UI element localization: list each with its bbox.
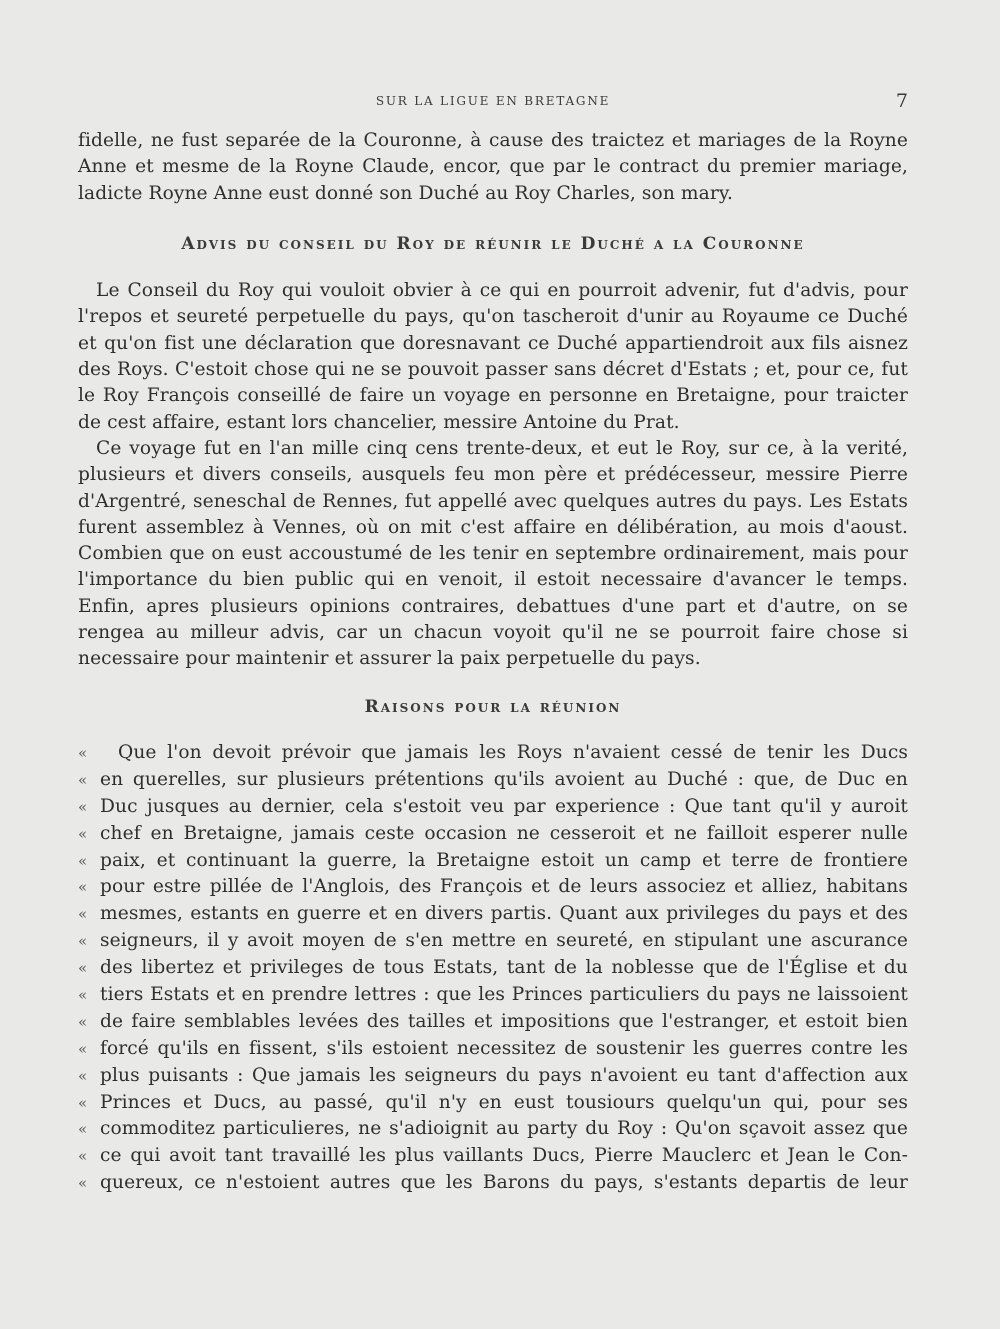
quote-text: Duc jusques au dernier, cela s'estoit veu par experience : Que tant qu'il y auroit <box>100 795 908 817</box>
quote-line <box>78 955 908 982</box>
quote-text: Princes et Ducs, au passé, qu'il n'y en eust tousiours quelqu'un qui, pour ses <box>100 1091 908 1113</box>
quote-text: des libertez et privileges de tous Estats, tant de la noblesse que de l'Église et du <box>100 957 908 979</box>
quote-text: pour estre pillée de l'Anglois, des François et de leurs associez et alliez, habitans <box>100 876 908 898</box>
quote-mark: « <box>78 797 88 816</box>
quote-mark: « <box>78 1120 88 1139</box>
quote-mark: « <box>78 985 88 1004</box>
quote-mark: « <box>78 1093 88 1112</box>
quote-line <box>78 1170 908 1197</box>
running-title: SUR LA LIGUE EN BRETAGNE <box>375 94 611 108</box>
quote-text: de faire semblables levées des tailles et impositions que l'estranger, et estoit bien <box>100 1010 908 1032</box>
quote-text: commoditez particulieres, ne s'adioignit au party du Roy : Qu'on sçavoit assez que <box>100 1118 908 1140</box>
quote-line <box>78 874 908 901</box>
quote-mark: « <box>78 851 88 870</box>
quote-text: seigneurs, il y avoit moyen de s'en mettre en seureté, en stipulant une ascurance <box>100 930 908 952</box>
quote-line <box>78 740 908 767</box>
paragraph-conseil: Le Conseil du Roy qui vouloit obvier à ce qui en pourroit advenir, fut d'advis, pour l'repos et seureté perpetuelle du pays, qu'on tascheroit d'unir au Royaume ce Duché et qu'on fist une déclaration que doresnavant ce Duché appartiendroit aux fils aisnez des Roys. C'estoit chose qui ne se pouvoit passer sans décret d'Estats ; et, pour ce, fut le Roy François conseillé de faire un voyage en personne en Bretaigne, pour traicter de cest affaire, estant lors chancelier, messire Antoine du Prat. <box>78 280 908 433</box>
quote-text: chef en Bretaigne, jamais ceste occasion ne cesseroit et ne failloit esperer nulle <box>100 822 908 844</box>
quote-line <box>78 1036 908 1063</box>
quote-line <box>78 901 908 928</box>
quote-text: en querelles, sur plusieurs prétentions qu'ils avoient au Duché : que, de Duc en <box>100 768 908 790</box>
quote-text: ce qui avoit tant travaillé les plus vaillants Ducs, Pierre Mauclerc et Jean le Con- <box>100 1145 908 1167</box>
quote-line <box>78 1063 908 1090</box>
section-title-advis: Advis du conseil du Roy de réunir le Duché a la Couronne <box>181 233 805 254</box>
quote-line <box>78 982 908 1009</box>
section-title-raisons: Raisons pour la réunion <box>364 696 622 717</box>
quote-mark: « <box>78 1039 88 1058</box>
body-text <box>78 128 908 1197</box>
running-head <box>78 90 908 114</box>
quote-mark: « <box>78 770 88 789</box>
quote-text: plus puisants : Que jamais les seigneurs du pays n'avoient eu tant d'affection aux <box>100 1064 908 1086</box>
quote-mark: « <box>78 1066 88 1085</box>
quote-text: mesmes, estants en guerre et en divers partis. Quant aux privileges du pays et des <box>100 903 908 925</box>
quote-mark: « <box>78 1012 88 1031</box>
quotation-block <box>78 740 908 1197</box>
quote-line <box>78 1009 908 1036</box>
quote-mark: « <box>78 1174 88 1193</box>
quote-text: forcé qu'ils en fissent, s'ils estoient necessitez de soustenir les guerres contre les <box>100 1037 908 1059</box>
paragraph-voyage: Ce voyage fut en l'an mille cinq cens trente-deux, et eut le Roy, sur ce, à la verité, plusieurs et divers conseils, ausquels feu mon père et prédécesseur, messire Pierre d'Argentré, seneschal de Rennes, fut appellé avec quelques autres du pays. Les Estats furent assemblez à Vennes, où on mit c'est affaire en délibération, au mois d'aoust. Combien que on eust accoustumé de les tenir en septembre ordinairement, mais pour l'importance du bien public qui en venoit, il estoit necessaire d'avancer le temps. Enfin, apres plusieurs opinions contraires, debattues d'une part et d'autre, on se rengea au milleur advis, car un chacun voyoit qu'il ne se pourroit faire chose si necessaire pour maintenir et assurer la paix perpetuelle du pays. <box>78 437 908 670</box>
page-number: 7 <box>895 90 908 112</box>
quote-mark: « <box>78 932 88 951</box>
quote-mark: « <box>78 878 88 897</box>
quote-text: paix, et continuant la guerre, la Bretaigne estoit un camp et terre de frontiere <box>100 849 908 871</box>
quote-text: tiers Estats et en prendre lettres : que les Princes particuliers du pays ne laissoient <box>100 983 908 1005</box>
quote-line <box>78 1090 908 1117</box>
quote-mark: « <box>78 959 88 978</box>
quote-mark: « <box>78 1147 88 1166</box>
quote-line <box>78 1143 908 1170</box>
quote-line <box>78 928 908 955</box>
quote-line <box>78 1116 908 1143</box>
quote-line <box>78 794 908 821</box>
quote-line <box>78 821 908 848</box>
quote-text: Que l'on devoit prévoir que jamais les Roys n'avaient cessé de tenir les Ducs <box>118 741 908 763</box>
quote-mark: « <box>78 824 88 843</box>
quote-line <box>78 767 908 794</box>
paragraph-continued: fidelle, ne fust separée de la Couronne, à cause des traictez et mariages de la Royne Anne et mesme de la Royne Claude, encor, que par le contract du premier mariage, ladicte Royne Anne eust donné son Duché au Roy Charles, son mary. <box>78 130 908 204</box>
quote-text: quereux, ce n'estoient autres que les Barons du pays, s'estants departis de leur <box>100 1172 908 1194</box>
quote-mark: « <box>78 905 88 924</box>
quote-mark: « <box>78 743 88 762</box>
quote-line <box>78 848 908 875</box>
